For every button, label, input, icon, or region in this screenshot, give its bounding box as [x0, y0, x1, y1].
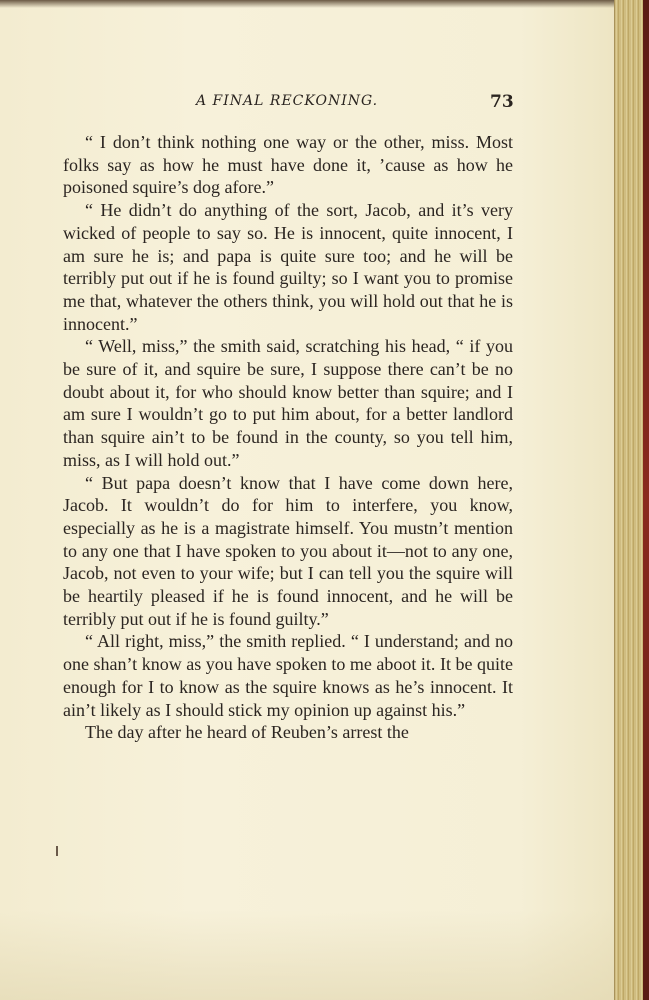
- top-shadow: [0, 0, 649, 8]
- bottom-shade: [0, 910, 649, 1000]
- paragraph: “ All right, miss,” the smith replied. “ I understand; and no one shan’t know as you have spoken to me aboot it. It be quite enough for I to know as the squire knows as he’s innocent. It ain’t likely as I should stick my opinion up against his.”: [63, 631, 513, 720]
- body-text: [63, 131, 513, 744]
- paragraph: “ I don’t think nothing one way or the other, miss. Most folks say as how he must have done it, ’cause as how he poisoned squire’s dog afore.”: [63, 132, 513, 198]
- cover-edge: [643, 0, 649, 1000]
- ink-mark: [56, 846, 58, 856]
- paragraph: “ But papa doesn’t know that I have come down here, Jacob. It wouldn’t do for him to interfere, you know, especially as he is a magistrate himself. You mustn’t mention to any one that I have spoken to you about it—not to any one, Jacob, not even to your wife; but I can tell you the squire will be heartily pleased if he is found innocent, and he will be terribly put out if he is found guilty.”: [63, 472, 513, 629]
- paragraph: “ Well, miss,” the smith said, scratching his head, “ if you be sure of it, and squire be sure, I suppose there can’t be no doubt about it, for who should know better than squire; and I am sure I wouldn’t go to put him about, for a better landlord than squire ain’t to be found in the county, so you tell him, miss, as I will hold out.”: [63, 336, 513, 470]
- paragraph: The day after he heard of Reuben’s arrest the: [85, 722, 409, 743]
- page-number: 73: [490, 92, 514, 112]
- paragraph: “ He didn’t do anything of the sort, Jacob, and it’s very wicked of people to say so. He is innocent, quite innocent, I am sure he is; and papa is quite sure too; and he will be terribly put out if he is found guilty; so I want you to promise me that, whatever the others think, you will hold out that he is innocent.”: [63, 200, 513, 334]
- running-title: A FINAL RECKONING.: [196, 93, 379, 109]
